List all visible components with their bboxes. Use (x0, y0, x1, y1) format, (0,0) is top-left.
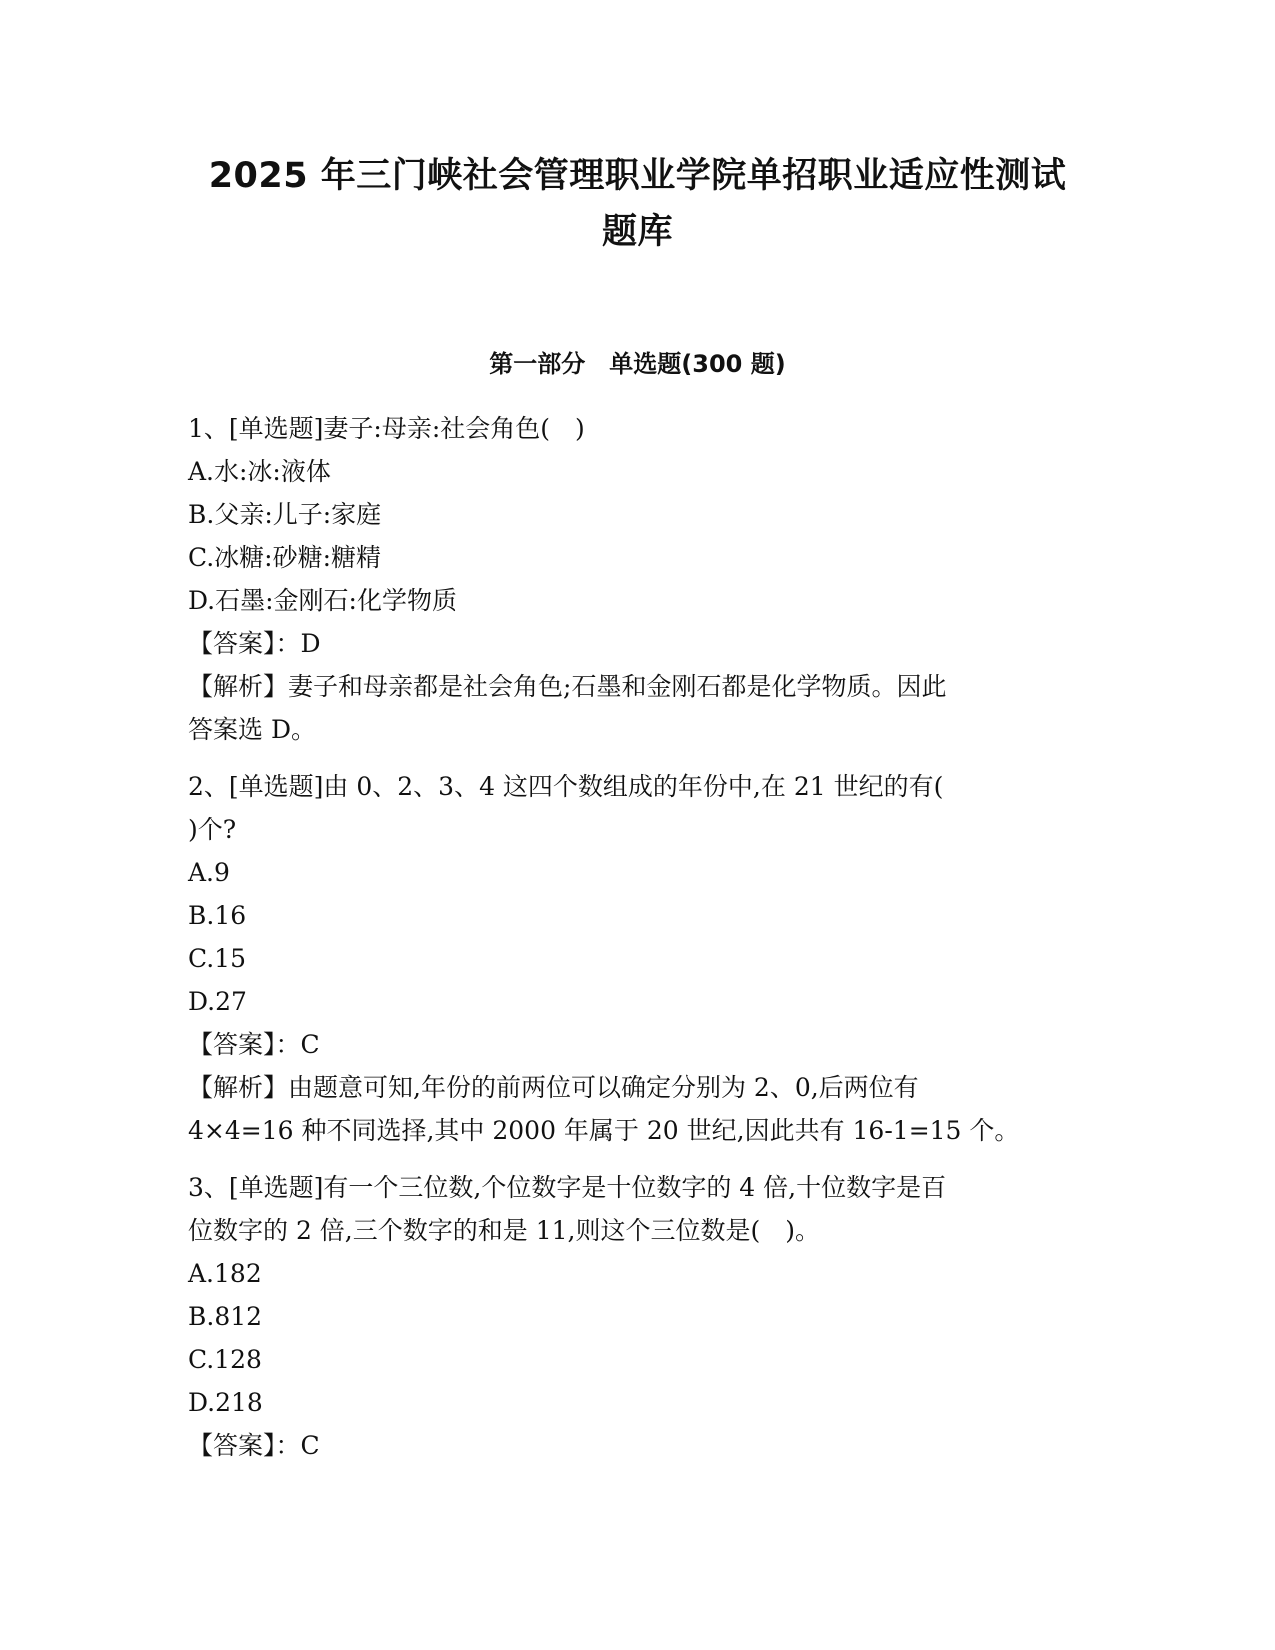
analysis-continuation: 答案选 D。 (188, 715, 316, 744)
option-b: B.16 (188, 901, 247, 930)
answer-line (188, 1023, 1088, 1066)
question-list (188, 407, 1088, 1467)
answer-label: 【答案】 (188, 629, 276, 658)
question-item (188, 407, 1088, 751)
option-b: B.812 (188, 1302, 263, 1331)
answer-value: ：C (275, 1431, 320, 1460)
option-a: A.水:冰:液体 (188, 457, 331, 486)
option-c: C.冰糖:砂糖:糖精 (188, 543, 382, 572)
analysis-text: 由题意可知,年份的前两位可以确定分别为 2、0,后两位有 (288, 1073, 919, 1102)
analysis-text: 妻子和母亲都是社会角色;石墨和金刚石都是化学物质。因此 (288, 672, 947, 701)
document-title-line1: 2025 年三门峡社会管理职业学院单招职业适应性测试 (208, 156, 1067, 196)
option-d: D.石墨:金刚石:化学物质 (188, 586, 457, 615)
question-stem: 3、[单选题]有一个三位数,个位数字是十位数字的 4 倍,十位数字是百 (188, 1173, 947, 1202)
analysis-line (188, 1066, 1088, 1109)
section-heading: 第一部分 单选题(300 题) (489, 350, 786, 378)
answer-value: ：C (275, 1030, 320, 1059)
question-stem-continuation: )个? (188, 815, 237, 844)
answer-line (188, 622, 1088, 665)
answer-line (188, 1424, 1088, 1467)
analysis-label: 【解析】 (188, 1073, 289, 1102)
question-stem: 1、[单选题]妻子:母亲:社会角色( ) (188, 414, 585, 443)
option-a: A.9 (188, 858, 230, 887)
answer-label: 【答案】 (188, 1030, 276, 1059)
answer-label: 【答案】 (188, 1431, 276, 1460)
document-title-line2: 题库 (601, 212, 673, 252)
option-c: C.15 (188, 944, 246, 973)
option-c: C.128 (188, 1345, 262, 1374)
answer-value: ：D (275, 629, 321, 658)
option-b: B.父亲:儿子:家庭 (188, 500, 382, 529)
option-d: D.27 (188, 987, 247, 1016)
question-stem-continuation: 位数字的 2 倍,三个数字的和是 11,则这个三位数是( )。 (188, 1216, 820, 1245)
analysis-continuation: 4×4=16 种不同选择,其中 2000 年属于 20 世纪,因此共有 16-1=15 个。 (188, 1116, 1020, 1145)
option-d: D.218 (188, 1388, 263, 1417)
document-title (150, 148, 1125, 260)
option-a: A.182 (188, 1259, 262, 1288)
question-stem: 2、[单选题]由 0、2、3、4 这四个数组成的年份中,在 21 世纪的有( (188, 772, 944, 801)
question-item (188, 1166, 1088, 1467)
question-item (188, 765, 1088, 1152)
analysis-label: 【解析】 (188, 672, 289, 701)
analysis-line (188, 665, 1088, 708)
